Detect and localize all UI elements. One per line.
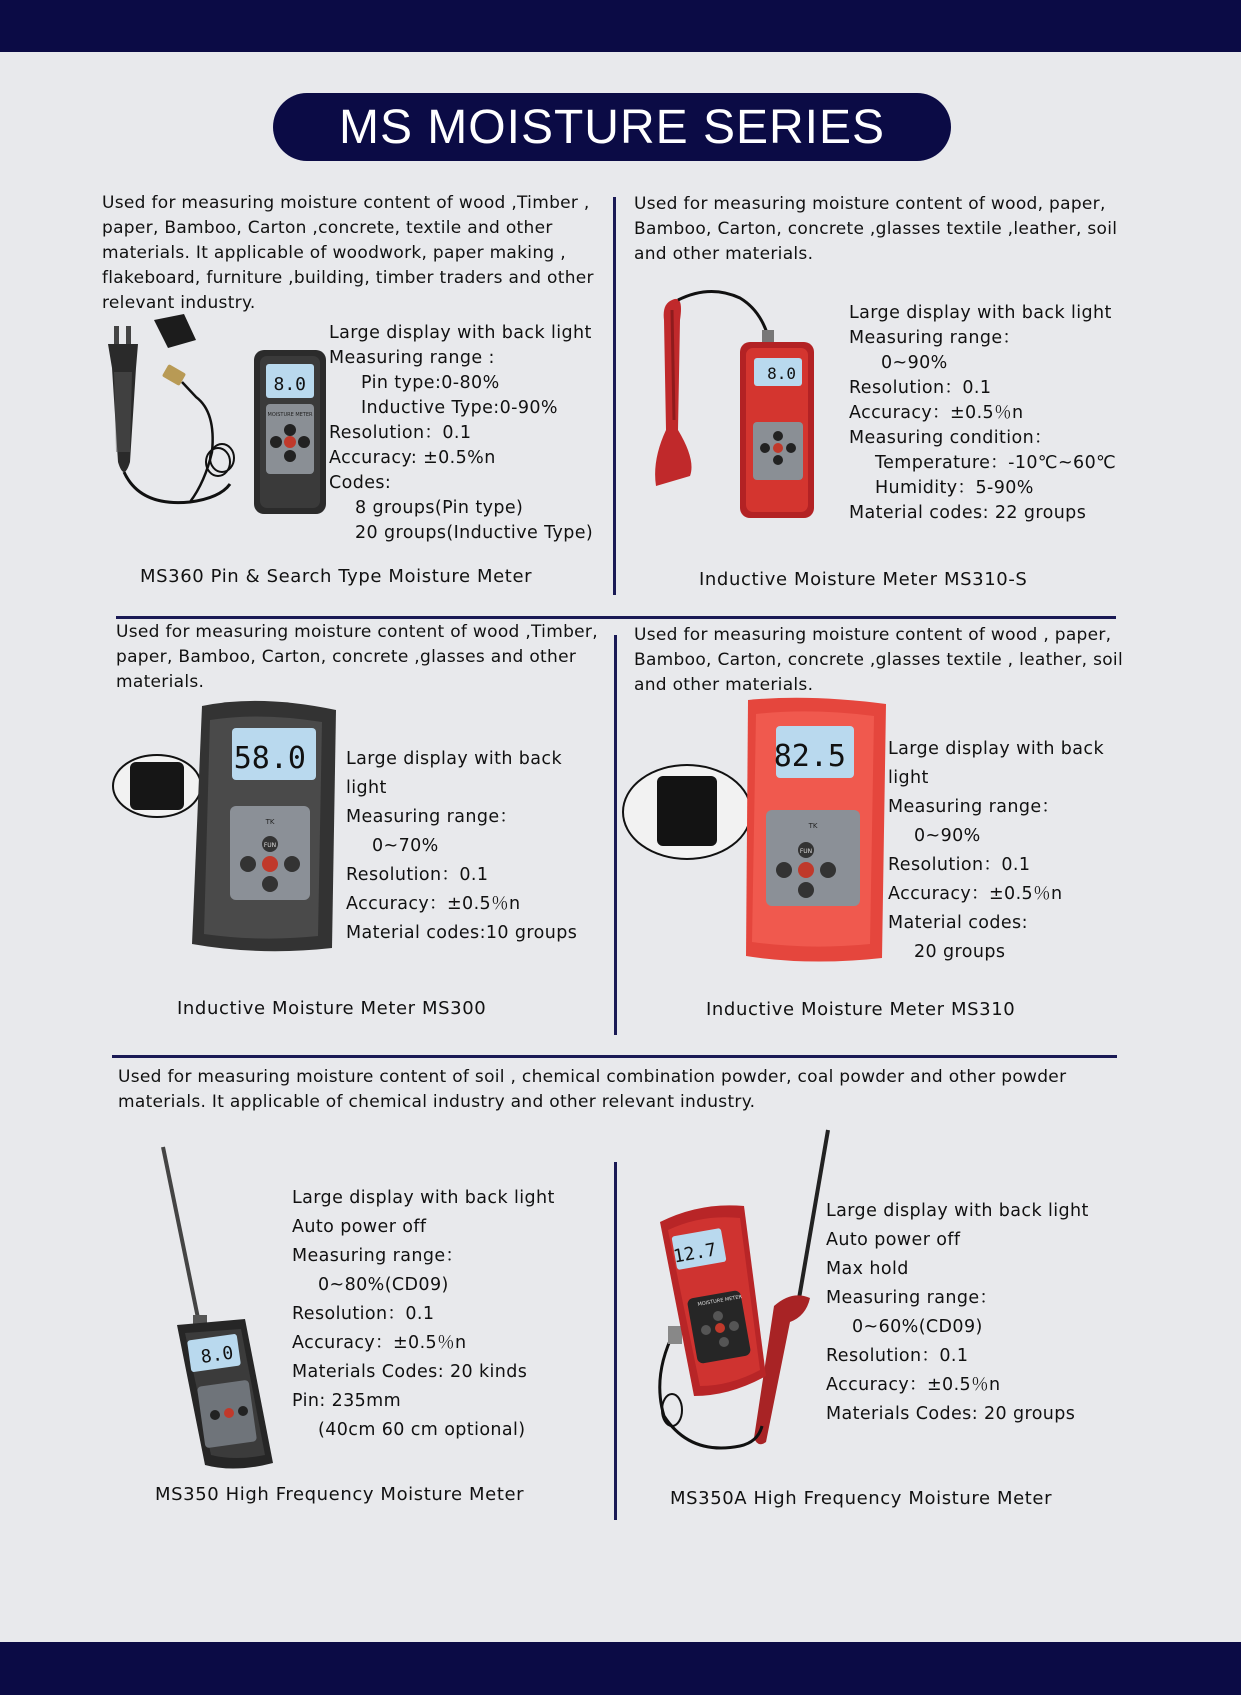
ms300-fun-label: FUN	[263, 842, 277, 849]
spec-line: light	[346, 778, 387, 798]
ms360-intro: Used for measuring moisture content of wood ,Timber , paper, Bamboo, Carton ,concrete, textile and other materials. It applicable of woodwork, paper making , flakeboard, furniture ,building, timber traders and other relevant industry.	[102, 193, 594, 313]
ms350-specs	[292, 1184, 555, 1445]
spec-line: Resolution：0.1	[346, 865, 489, 885]
spec-line: Resolution：0.1	[849, 378, 992, 398]
ms310-image	[620, 696, 890, 966]
spec-line: Measuring range :	[329, 348, 495, 368]
spec-line: Accuracy：±0.5％n	[292, 1333, 467, 1353]
spec-line: light	[888, 768, 929, 788]
spec-line: Measuring range：	[346, 807, 518, 827]
ms300-brand: TK	[265, 818, 275, 826]
ms310s-caption: Inductive Moisture Meter MS310-S	[699, 569, 1028, 590]
page-title: MS MOISTURE SERIES	[273, 93, 951, 161]
ms310-intro: Used for measuring moisture content of wood , paper, Bamboo, Carton, concrete ,glasses textile , leather, soil and other materials.	[634, 625, 1123, 695]
ms350a-device-label: MOISTURE METER	[697, 1294, 743, 1308]
spec-line: Pin type:0-80%	[361, 373, 500, 393]
divider-vertical-2	[614, 635, 617, 1035]
ms300-caption: Inductive Moisture Meter MS300	[177, 998, 487, 1019]
spec-line: Resolution：0.1	[329, 423, 472, 443]
spec-line: 0~90%	[881, 353, 948, 373]
spec-line: Temperature：-10℃~60℃	[875, 453, 1117, 473]
ms360-caption: MS360 Pin & Search Type Moisture Meter	[140, 566, 533, 587]
spec-line: Large display with back light	[826, 1201, 1089, 1221]
spec-line: Material codes:	[888, 913, 1028, 933]
spec-line: Large display with back	[888, 739, 1104, 759]
ms310-display-reading: 82.5	[773, 739, 846, 774]
spec-line: Large display with back light	[329, 323, 592, 343]
spec-line: Large display with back light	[849, 303, 1112, 323]
divider-vertical-3	[614, 1162, 617, 1520]
spec-line: Measuring range：	[826, 1288, 998, 1308]
ms350-image	[155, 1143, 285, 1473]
spec-line: Inductive Type:0-90%	[361, 398, 558, 418]
spec-line: Accuracy：±0.5％n	[826, 1375, 1001, 1395]
ms310-specs	[888, 735, 1104, 967]
spec-line: 0~80%(CD09)	[318, 1275, 449, 1295]
spec-line: Resolution：0.1	[826, 1346, 969, 1366]
top-band	[0, 0, 1241, 52]
spec-line: 0~90%	[914, 826, 981, 846]
ms350a-image	[650, 1126, 840, 1456]
spec-line: Accuracy：±0.5％n	[888, 884, 1063, 904]
ms350-caption: MS350 High Frequency Moisture Meter	[155, 1484, 525, 1505]
spec-line: Large display with back light	[292, 1188, 555, 1208]
spec-line: 20 groups(Inductive Type)	[355, 523, 594, 543]
spec-line: Measuring range：	[292, 1246, 464, 1266]
spec-line: Material codes: 22 groups	[849, 503, 1087, 523]
spec-line: (40cm 60 cm optional)	[318, 1420, 526, 1440]
ms310-fun-label: FUN	[799, 848, 813, 855]
ms350-display-reading: 8.0	[199, 1342, 235, 1368]
bottom-band	[0, 1642, 1241, 1695]
ms310s-intro: Used for measuring moisture content of wood, paper, Bamboo, Carton, concrete ,glasses textile ,leather, soil and other materials.	[634, 194, 1118, 264]
ms300-image	[110, 698, 340, 953]
spec-line: Measuring range：	[888, 797, 1060, 817]
divider-vertical-1	[613, 197, 616, 595]
spec-line: Max hold	[826, 1259, 909, 1279]
divider-horizontal-2	[112, 1055, 1117, 1058]
ms350a-display-reading: 12.7	[671, 1239, 719, 1268]
spec-line: Accuracy: ±0.5%n	[329, 448, 496, 468]
ms300-intro: Used for measuring moisture content of wood ,Timber, paper, Bamboo, Carton, concrete ,glasses and other materials.	[116, 622, 598, 692]
ms310s-image	[650, 290, 825, 520]
ms360-device-label: MOISTURE METER	[267, 412, 313, 418]
spec-line: 0~60%(CD09)	[852, 1317, 983, 1337]
spec-line: Material codes:10 groups	[346, 923, 578, 943]
powder-intro: Used for measuring moisture content of soil , chemical combination powder, coal powder and other powder materials. It applicable of chemical industry and other relevant industry.	[118, 1067, 1067, 1112]
spec-line: Humidity：5-90%	[875, 478, 1034, 498]
spec-line: Materials Codes: 20 groups	[826, 1404, 1076, 1424]
spec-line: Accuracy：±0.5％n	[346, 894, 521, 914]
ms360-specs	[329, 321, 593, 546]
ms310-brand: TK	[808, 822, 818, 830]
divider-horizontal-1	[116, 616, 1116, 619]
spec-line: Resolution：0.1	[292, 1304, 435, 1324]
spec-line: Large display with back	[346, 749, 562, 769]
spec-line: Codes:	[329, 473, 392, 493]
spec-line: Materials Codes: 20 kinds	[292, 1362, 528, 1382]
spec-line: 8 groups(Pin type)	[355, 498, 524, 518]
spec-line: 0~70%	[372, 836, 439, 856]
ms310s-specs	[849, 301, 1116, 526]
ms350a-caption: MS350A High Frequency Moisture Meter	[670, 1488, 1053, 1509]
ms300-display-reading: 58.0	[233, 741, 306, 776]
ms360-image	[100, 312, 330, 517]
ms310-caption: Inductive Moisture Meter MS310	[706, 999, 1016, 1020]
ms310s-display-reading: 8.0	[767, 364, 796, 383]
spec-line: 20 groups	[914, 942, 1006, 962]
spec-line: Auto power off	[292, 1217, 427, 1237]
ms300-specs	[346, 745, 577, 948]
spec-line: Accuracy：±0.5％n	[849, 403, 1024, 423]
spec-line: Pin: 235mm	[292, 1391, 402, 1411]
spec-line: Auto power off	[826, 1230, 961, 1250]
spec-line: Measuring condition：	[849, 428, 1053, 448]
ms360-display-reading: 8.0	[273, 374, 306, 395]
spec-line: Resolution：0.1	[888, 855, 1031, 875]
ms350a-specs	[826, 1197, 1089, 1429]
spec-line: Measuring range：	[849, 328, 1021, 348]
